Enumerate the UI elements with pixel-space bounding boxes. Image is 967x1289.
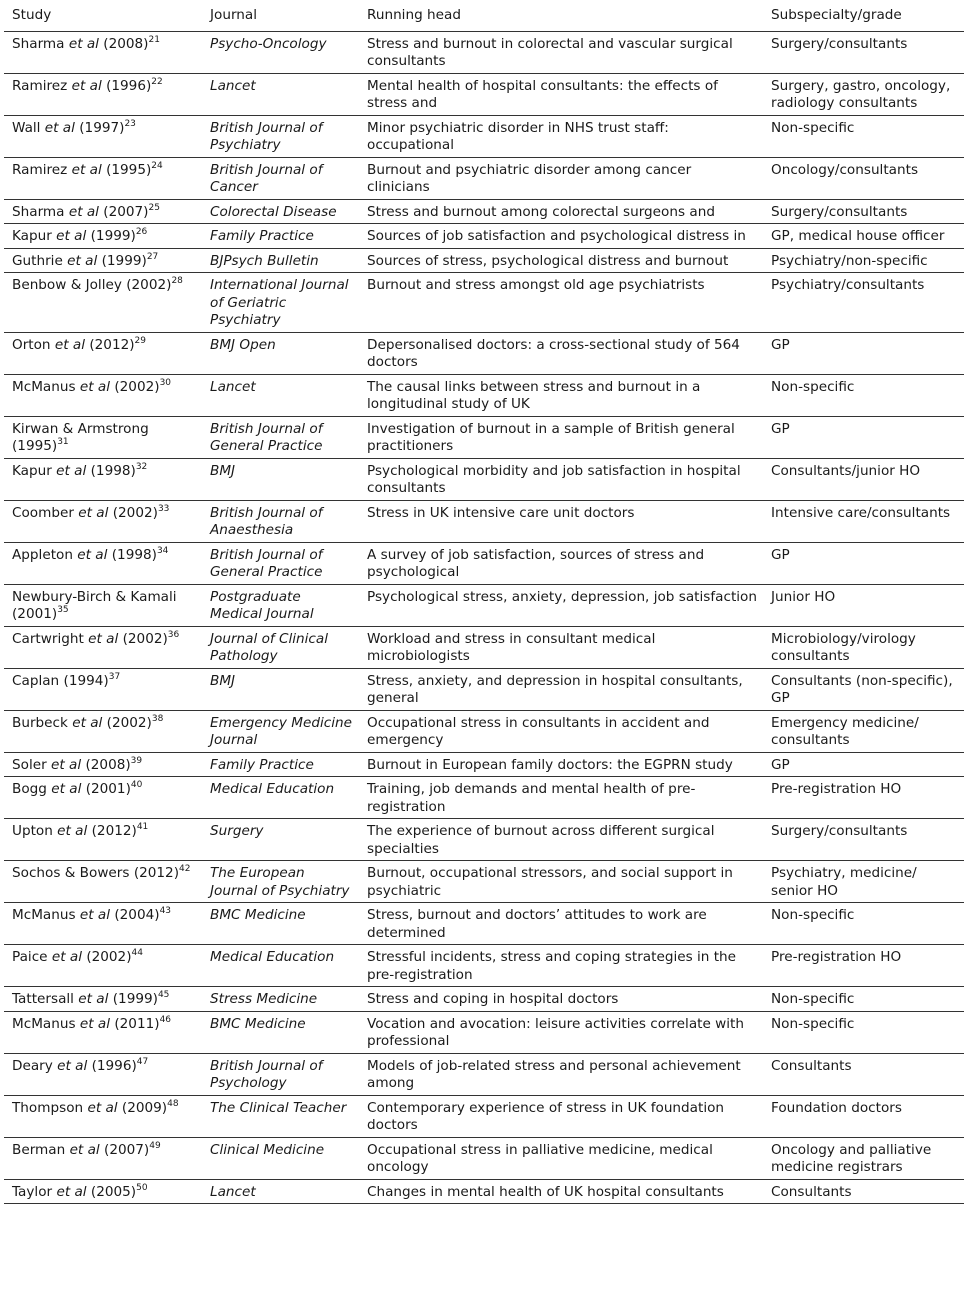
running-head-cell: Vocation and avocation: leisure activities correlate with professional: [359, 1011, 763, 1053]
header-row: [4, 2, 964, 31]
study-cell: [4, 248, 202, 273]
reference-number: 39: [130, 755, 143, 766]
running-head-cell: The causal links between stress and burnout in a longitudinal study of UK: [359, 374, 763, 416]
subspecialty-cell: Surgery/consultants: [763, 31, 964, 73]
table-row: [4, 1095, 964, 1137]
reference-number: 46: [159, 1014, 172, 1025]
study-cell: [4, 416, 202, 458]
subspecialty-cell: Microbiology/virology consultants: [763, 626, 964, 668]
running-head-cell: Mental health of hospital consultants: the effects of stress and: [359, 73, 763, 115]
study-cell: [4, 1011, 202, 1053]
table-row: [4, 1137, 964, 1179]
subspecialty-cell: Pre-registration HO: [763, 945, 964, 987]
running-head-cell: Occupational stress in palliative medicine, medical oncology: [359, 1137, 763, 1179]
study-author: Orton: [12, 336, 51, 353]
study-year: (1998): [111, 546, 157, 563]
study-author: Guthrie: [12, 252, 63, 269]
table-row: [4, 1053, 964, 1095]
table-row: [4, 1179, 964, 1204]
journal-cell: BMC Medicine: [202, 1011, 359, 1053]
study-year: (1994): [63, 672, 109, 689]
study-cell: [4, 542, 202, 584]
table-row: [4, 819, 964, 861]
running-head-cell: Stressful incidents, stress and coping strategies in the pre-registration: [359, 945, 763, 987]
study-author: Kapur: [12, 462, 52, 479]
running-head-cell: Stress, anxiety, and depression in hospital consultants, general: [359, 668, 763, 710]
running-head-cell: Stress in UK intensive care unit doctors: [359, 500, 763, 542]
study-cell: [4, 31, 202, 73]
study-author: Cartwright: [12, 630, 84, 647]
journal-cell: Emergency Medicine Journal: [202, 710, 359, 752]
study-year: (2005): [90, 1183, 137, 1200]
study-cell: [4, 1179, 202, 1204]
reference-number: 49: [149, 1140, 161, 1151]
study-et-al: et al: [68, 35, 99, 52]
table-row: [4, 903, 964, 945]
subspecialty-cell: Emergency medicine/ consultants: [763, 710, 964, 752]
table-row: [4, 374, 964, 416]
study-author: Thompson: [12, 1099, 84, 1116]
study-author: Kirwan & Armstrong: [12, 420, 149, 437]
study-et-al: et al: [71, 77, 102, 94]
reference-number: 48: [167, 1098, 179, 1109]
reference-number: 22: [151, 76, 163, 87]
study-et-al: et al: [68, 203, 99, 220]
study-et-al: et al: [79, 378, 111, 395]
journal-cell: The Clinical Teacher: [202, 1095, 359, 1137]
reference-number: 33: [157, 503, 170, 514]
subspecialty-cell: Psychiatry, medicine/ senior HO: [763, 861, 964, 903]
study-cell: [4, 73, 202, 115]
reference-number: 27: [146, 251, 159, 262]
study-cell: [4, 584, 202, 626]
subspecialty-cell: Non-specific: [763, 374, 964, 416]
studies-table: [4, 2, 964, 1204]
journal-cell: British Journal of Anaesthesia: [202, 500, 359, 542]
table-row: [4, 199, 964, 224]
journal-cell: Lancet: [202, 73, 359, 115]
journal-cell: Psycho-Oncology: [202, 31, 359, 73]
study-author: Tattersall: [12, 991, 74, 1007]
subspecialty-cell: GP: [763, 332, 964, 374]
subspecialty-cell: Consultants/junior HO: [763, 458, 964, 500]
journal-cell: British Journal of General Practice: [202, 542, 359, 584]
study-year: (1996): [106, 77, 152, 94]
journal-cell: Stress Medicine: [202, 987, 359, 1012]
study-author: Soler: [12, 756, 47, 773]
study-et-al: et al: [56, 228, 87, 244]
study-et-al: et al: [67, 252, 98, 269]
study-et-al: et al: [78, 991, 109, 1007]
subspecialty-cell: Non-specific: [763, 1011, 964, 1053]
header-study: Study: [4, 2, 202, 31]
journal-cell: British Journal of Psychology: [202, 1053, 359, 1095]
study-year: (2012): [89, 336, 135, 353]
reference-number: 23: [124, 118, 136, 129]
study-author: Wall: [12, 119, 41, 136]
journal-cell: BMJ Open: [202, 332, 359, 374]
study-author: McManus: [12, 378, 76, 395]
journal-cell: BMJ: [202, 458, 359, 500]
study-year: (1996): [91, 1057, 137, 1074]
table-row: [4, 752, 964, 777]
table-row: [4, 273, 964, 333]
study-et-al: et al: [77, 546, 108, 563]
study-et-al: et al: [57, 1057, 88, 1074]
study-author: Sharma: [12, 35, 65, 52]
study-cell: [4, 273, 202, 333]
study-cell: [4, 626, 202, 668]
study-cell: [4, 819, 202, 861]
study-year: (1999): [112, 991, 158, 1007]
study-et-al: et al: [88, 630, 119, 647]
study-et-al: et al: [87, 1099, 118, 1116]
journal-cell: Lancet: [202, 374, 359, 416]
subspecialty-cell: Psychiatry/consultants: [763, 273, 964, 333]
reference-number: 36: [167, 629, 180, 640]
journal-cell: Family Practice: [202, 752, 359, 777]
study-author: Kapur: [12, 228, 52, 244]
study-year: (2009): [121, 1099, 168, 1116]
study-cell: [4, 1053, 202, 1095]
subspecialty-cell: GP: [763, 416, 964, 458]
running-head-cell: Psychological morbidity and job satisfaction in hospital consultants: [359, 458, 763, 500]
reference-number: 42: [179, 864, 191, 874]
reference-number: 41: [136, 822, 149, 832]
subspecialty-cell: GP: [763, 542, 964, 584]
table-row: [4, 626, 964, 668]
study-year: (2002): [86, 949, 132, 965]
study-author: Sharma: [12, 203, 65, 220]
journal-cell: BJPsych Bulletin: [202, 248, 359, 273]
journal-cell: Lancet: [202, 1179, 359, 1204]
reference-number: 28: [171, 276, 183, 286]
running-head-cell: Stress and burnout among colorectal surgeons and: [359, 199, 763, 224]
subspecialty-cell: Intensive care/consultants: [763, 500, 964, 542]
study-year: (1999): [101, 252, 147, 269]
subspecialty-cell: Junior HO: [763, 584, 964, 626]
reference-number: 37: [108, 671, 121, 682]
journal-cell: Colorectal Disease: [202, 199, 359, 224]
running-head-cell: Psychological stress, anxiety, depression, job satisfaction: [359, 584, 763, 626]
study-cell: [4, 710, 202, 752]
study-year: (2002): [126, 277, 172, 293]
study-author: Sochos & Bowers: [12, 865, 130, 881]
table-row: [4, 987, 964, 1012]
study-year: (2012): [133, 865, 180, 881]
running-head-cell: Changes in mental health of UK hospital consultants: [359, 1179, 763, 1204]
journal-cell: Surgery: [202, 819, 359, 861]
study-et-al: et al: [44, 119, 75, 136]
study-cell: [4, 752, 202, 777]
subspecialty-cell: Consultants (non-specific), GP: [763, 668, 964, 710]
running-head-cell: Investigation of burnout in a sample of British general practitioners: [359, 416, 763, 458]
header-running-head: Running head: [359, 2, 763, 31]
journal-cell: The European Journal of Psychiatry: [202, 861, 359, 903]
running-head-cell: The experience of burnout across different surgical specialties: [359, 819, 763, 861]
study-author: Berman: [12, 1141, 66, 1158]
study-cell: [4, 157, 202, 199]
subspecialty-cell: Surgery, gastro, oncology, radiology consultants: [763, 73, 964, 115]
study-author: Appleton: [12, 546, 73, 563]
journal-cell: Family Practice: [202, 224, 359, 249]
running-head-cell: Sources of job satisfaction and psychological distress in: [359, 224, 763, 249]
running-head-cell: Depersonalised doctors: a cross-sectional study of 564 doctors: [359, 332, 763, 374]
reference-number: 21: [148, 34, 160, 45]
running-head-cell: Stress and burnout in colorectal and vascular surgical consultants: [359, 31, 763, 73]
reference-number: 45: [157, 990, 170, 1000]
study-et-al: et al: [51, 781, 82, 797]
reference-number: 43: [159, 906, 172, 916]
running-head-cell: Sources of stress, psychological distress and burnout: [359, 248, 763, 273]
study-author: McManus: [12, 907, 76, 923]
table-row: [4, 542, 964, 584]
table-row: [4, 861, 964, 903]
study-et-al: et al: [56, 462, 87, 479]
subspecialty-cell: Psychiatry/non-specific: [763, 248, 964, 273]
subspecialty-cell: GP, medical house officer: [763, 224, 964, 249]
study-year: (1997): [79, 119, 125, 136]
study-year: (2002): [112, 504, 158, 521]
study-cell: [4, 374, 202, 416]
reference-number: 32: [135, 461, 148, 472]
study-year: (1995): [106, 161, 152, 178]
journal-cell: British Journal of General Practice: [202, 416, 359, 458]
journal-cell: Postgraduate Medical Journal: [202, 584, 359, 626]
reference-number: 38: [151, 713, 164, 724]
running-head-cell: Training, job demands and mental health of pre-registration: [359, 777, 763, 819]
reference-number: 47: [136, 1056, 149, 1067]
study-et-al: et al: [57, 823, 88, 839]
table-row: [4, 248, 964, 273]
study-author: Ramirez: [12, 161, 68, 178]
study-author: Ramirez: [12, 77, 68, 94]
table-row: [4, 115, 964, 157]
study-cell: [4, 861, 202, 903]
study-et-al: et al: [69, 1141, 100, 1158]
running-head-cell: Contemporary experience of stress in UK foundation doctors: [359, 1095, 763, 1137]
journal-cell: Medical Education: [202, 777, 359, 819]
study-cell: [4, 1137, 202, 1179]
study-author: Deary: [12, 1057, 53, 1074]
reference-number: 26: [135, 227, 148, 237]
reference-number: 25: [148, 202, 160, 213]
subspecialty-cell: Consultants: [763, 1179, 964, 1204]
running-head-cell: Burnout in European family doctors: the EGPRN study: [359, 752, 763, 777]
table-row: [4, 1011, 964, 1053]
running-head-cell: Stress and coping in hospital doctors: [359, 987, 763, 1012]
study-author: Newbury-Birch & Kamali: [12, 588, 177, 605]
reference-number: 34: [156, 545, 169, 556]
running-head-cell: Occupational stress in consultants in accident and emergency: [359, 710, 763, 752]
study-et-al: et al: [51, 756, 82, 773]
study-author: Upton: [12, 823, 53, 839]
running-head-cell: Burnout and stress amongst old age psychiatrists: [359, 273, 763, 333]
study-et-al: et al: [78, 504, 109, 521]
study-year: (2007): [104, 1141, 150, 1158]
table-row: [4, 157, 964, 199]
study-cell: [4, 224, 202, 249]
subspecialty-cell: Oncology/consultants: [763, 157, 964, 199]
study-year: (2007): [103, 203, 149, 220]
study-year: (1995): [12, 438, 58, 454]
study-year: (2004): [114, 907, 160, 923]
reference-number: 29: [134, 335, 146, 346]
study-year: (2008): [85, 756, 131, 773]
study-year: (2001): [12, 606, 58, 622]
subspecialty-cell: Pre-registration HO: [763, 777, 964, 819]
subspecialty-cell: Surgery/consultants: [763, 199, 964, 224]
study-et-al: et al: [79, 1015, 111, 1032]
journal-cell: BMJ: [202, 668, 359, 710]
running-head-cell: Minor psychiatric disorder in NHS trust staff: occupational: [359, 115, 763, 157]
reference-number: 31: [57, 437, 69, 447]
subspecialty-cell: GP: [763, 752, 964, 777]
table-row: [4, 416, 964, 458]
study-author: Bogg: [12, 781, 47, 797]
reference-number: 40: [130, 780, 143, 790]
running-head-cell: Burnout, occupational stressors, and social support in psychiatric: [359, 861, 763, 903]
study-author: McManus: [12, 1015, 76, 1032]
study-year: (2002): [106, 714, 152, 731]
study-year: (2012): [91, 823, 137, 839]
study-author: Taylor: [12, 1183, 53, 1200]
study-author: Coomber: [12, 504, 74, 521]
table-row: [4, 945, 964, 987]
journal-cell: International Journal of Geriatric Psychiatry: [202, 273, 359, 333]
study-cell: [4, 777, 202, 819]
study-author: Paice: [12, 949, 48, 965]
study-et-al: et al: [54, 336, 86, 353]
running-head-cell: Models of job-related stress and personal achievement among: [359, 1053, 763, 1095]
study-et-al: et al: [51, 949, 82, 965]
running-head-cell: Stress, burnout and doctors’ attitudes to work are determined: [359, 903, 763, 945]
reference-number: 35: [57, 605, 69, 615]
study-cell: [4, 945, 202, 987]
subspecialty-cell: Foundation doctors: [763, 1095, 964, 1137]
reference-number: 30: [159, 377, 172, 388]
study-year: (2002): [122, 630, 168, 647]
header-subspecialty: Subspecialty/grade: [763, 2, 964, 31]
running-head-cell: Burnout and psychiatric disorder among cancer clinicians: [359, 157, 763, 199]
subspecialty-cell: Consultants: [763, 1053, 964, 1095]
subspecialty-cell: Oncology and palliative medicine registrars: [763, 1137, 964, 1179]
reference-number: 50: [136, 1182, 148, 1193]
study-author: Burbeck: [12, 714, 68, 731]
table-row: [4, 332, 964, 374]
study-cell: [4, 199, 202, 224]
table-row: [4, 668, 964, 710]
study-author: Caplan: [12, 672, 60, 689]
table-row: [4, 500, 964, 542]
study-cell: [4, 332, 202, 374]
running-head-cell: A survey of job satisfaction, sources of stress and psychological: [359, 542, 763, 584]
study-cell: [4, 1095, 202, 1137]
study-et-al: et al: [71, 161, 102, 178]
header-journal: Journal: [202, 2, 359, 31]
journal-cell: BMC Medicine: [202, 903, 359, 945]
reference-number: 24: [151, 160, 163, 171]
study-cell: [4, 668, 202, 710]
journal-cell: British Journal of Cancer: [202, 157, 359, 199]
study-year: (1999): [90, 228, 136, 244]
study-et-al: et al: [79, 907, 111, 923]
subspecialty-cell: Non-specific: [763, 115, 964, 157]
study-author: Benbow & Jolley: [12, 277, 122, 293]
study-year: (1998): [90, 462, 136, 479]
study-year: (2001): [85, 781, 131, 797]
study-et-al: et al: [72, 714, 103, 731]
subspecialty-cell: Non-specific: [763, 903, 964, 945]
journal-cell: Medical Education: [202, 945, 359, 987]
table-row: [4, 224, 964, 249]
subspecialty-cell: Non-specific: [763, 987, 964, 1012]
table-header: [4, 2, 964, 31]
journal-cell: Journal of Clinical Pathology: [202, 626, 359, 668]
running-head-cell: Workload and stress in consultant medical microbiologists: [359, 626, 763, 668]
study-year: (2002): [114, 378, 160, 395]
table-body: [4, 31, 964, 1204]
table-row: [4, 777, 964, 819]
study-year: (2008): [103, 35, 149, 52]
table-row: [4, 458, 964, 500]
study-cell: [4, 115, 202, 157]
journal-cell: Clinical Medicine: [202, 1137, 359, 1179]
study-year: (2011): [114, 1015, 160, 1032]
study-cell: [4, 903, 202, 945]
subspecialty-cell: Surgery/consultants: [763, 819, 964, 861]
journal-cell: British Journal of Psychiatry: [202, 115, 359, 157]
reference-number: 44: [131, 948, 143, 958]
study-cell: [4, 458, 202, 500]
study-et-al: et al: [56, 1183, 87, 1200]
study-cell: [4, 500, 202, 542]
table-row: [4, 73, 964, 115]
study-cell: [4, 987, 202, 1012]
table-row: [4, 584, 964, 626]
table-row: [4, 710, 964, 752]
table-row: [4, 31, 964, 73]
